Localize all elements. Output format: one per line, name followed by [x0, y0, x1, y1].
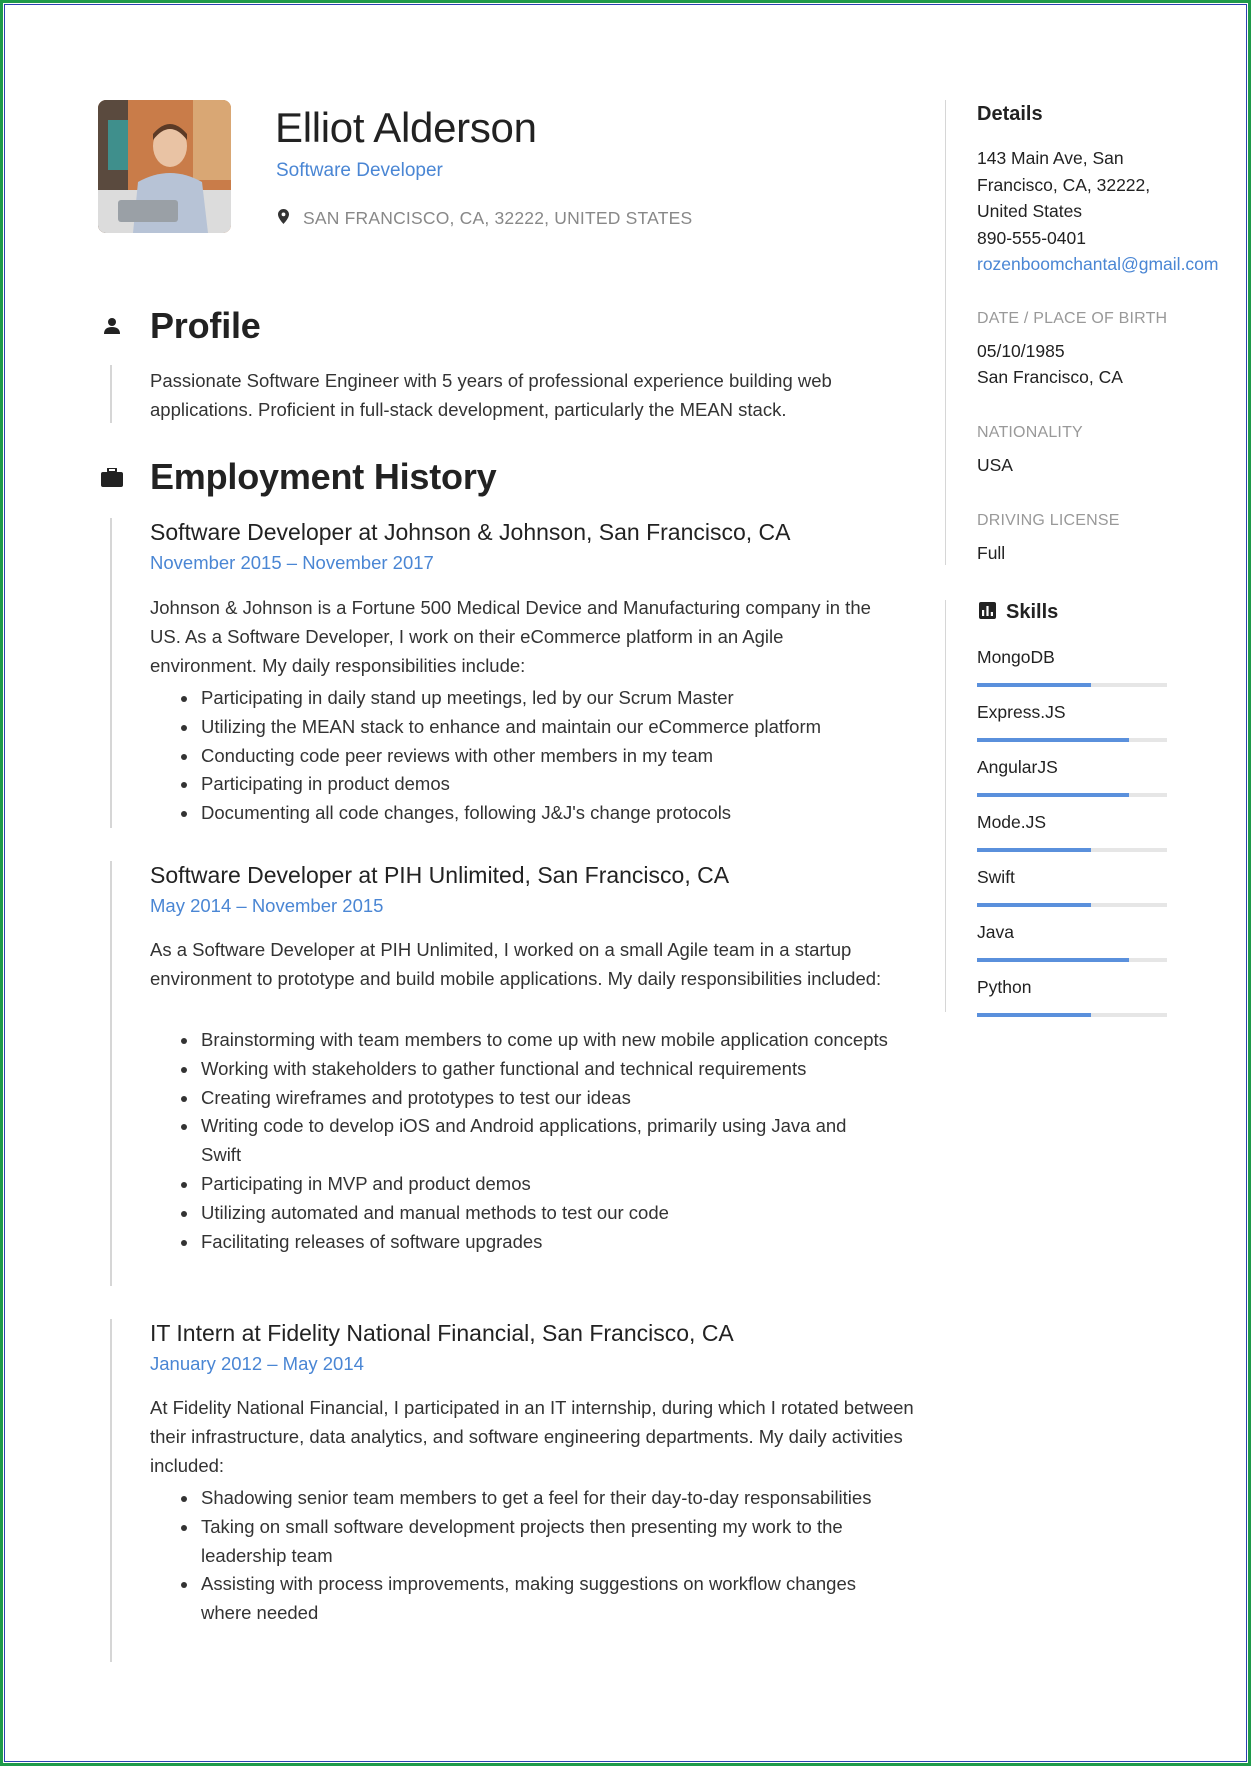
- job-rule: [110, 1319, 112, 1662]
- employment-section-heading: [98, 456, 496, 498]
- skill-name: Express.JS: [977, 702, 1066, 722]
- dob-label: DATE / PLACE OF BIRTH: [977, 310, 1168, 327]
- candidate-job-title: Software Developer: [276, 160, 443, 181]
- job-title: IT Intern at Fidelity National Financial, San Francisco, CA: [150, 1320, 734, 1346]
- nationality-value: USA: [977, 455, 1013, 475]
- skill-name: Swift: [977, 867, 1015, 887]
- location: [278, 208, 692, 229]
- skill-item: [977, 757, 1167, 797]
- skill-name: MongoDB: [977, 647, 1055, 667]
- list-item: Participating in MVP and product demos: [201, 1170, 891, 1199]
- list-item: Writing code to develop iOS and Android applications, primarily using Java and Swift: [201, 1112, 891, 1170]
- skill-item: [977, 812, 1167, 852]
- skill-name: Mode.JS: [977, 812, 1047, 832]
- list-item: Utilizing the MEAN stack to enhance and maintain our eCommerce platform: [201, 713, 921, 742]
- job-title: Software Developer at PIH Unlimited, San Francisco, CA: [150, 862, 730, 888]
- briefcase-icon: [98, 468, 126, 487]
- license-label: DRIVING LICENSE: [977, 512, 1120, 529]
- job-title: Software Developer at Johnson & Johnson, San Francisco, CA: [150, 519, 791, 545]
- skill-level-bar: [977, 848, 1167, 852]
- job-dates: November 2015 – November 2017: [150, 552, 434, 573]
- candidate-name: Elliot Alderson: [275, 104, 537, 151]
- job-bullets: [201, 1484, 901, 1628]
- list-item: Participating in product demos: [201, 770, 921, 799]
- profile-text: Passionate Software Engineer with 5 years of professional experience building web applications. Proficient in full-stack development, particularly the MEAN stack.: [150, 370, 832, 420]
- skill-level-fill: [977, 903, 1091, 907]
- list-item: Facilitating releases of software upgrades: [201, 1228, 891, 1257]
- address-line: United States: [977, 201, 1083, 221]
- job-description: Johnson & Johnson is a Fortune 500 Medical Device and Manufacturing company in the US. As a Software Developer, I work on their eCommerce platform in an Agile environment. My daily responsibilities include:: [150, 597, 871, 676]
- job-dates: May 2014 – November 2015: [150, 895, 384, 916]
- skill-level-bar: [977, 958, 1167, 962]
- job-bullets: [201, 1026, 891, 1256]
- email-link[interactable]: rozenboomchantal@gmail.com: [977, 254, 1219, 274]
- profile-section-heading: [98, 305, 261, 347]
- dob-value: 05/10/1985: [977, 341, 1065, 361]
- skill-level-bar: [977, 683, 1167, 687]
- list-item: Assisting with process improvements, making suggestions on workflow changes where needed: [201, 1570, 901, 1628]
- employment-heading: Employment History: [150, 456, 497, 497]
- location-text: SAN FRANCISCO, CA, 32222, UNITED STATES: [303, 208, 693, 228]
- address-line: 143 Main Ave, San: [977, 148, 1124, 168]
- profile-rule: [110, 365, 112, 423]
- list-item: Taking on small software development projects then presenting my work to the leadership team: [201, 1513, 901, 1571]
- birthplace-value: San Francisco, CA: [977, 367, 1123, 387]
- job-bullets: [201, 684, 921, 828]
- skill-item: [977, 977, 1167, 1017]
- list-item: Shadowing senior team members to get a feel for their day-to-day responsabilities: [201, 1484, 901, 1513]
- list-item: Working with stakeholders to gather functional and technical requirements: [201, 1055, 891, 1084]
- job-description: At Fidelity National Financial, I participated in an IT internship, during which I rotated between their infrastructure, data analytics, and software engineering departments. My daily activities included:: [150, 1397, 914, 1476]
- skill-level-fill: [977, 1013, 1091, 1017]
- address-line: Francisco, CA, 32222,: [977, 175, 1151, 195]
- skill-level-fill: [977, 738, 1129, 742]
- list-item: Participating in daily stand up meetings, led by our Scrum Master: [201, 684, 921, 713]
- skill-level-bar: [977, 793, 1167, 797]
- skill-item: [977, 922, 1167, 962]
- list-item: Conducting code peer reviews with other members in my team: [201, 742, 921, 771]
- phone: 890-555-0401: [977, 228, 1086, 248]
- skill-name: Java: [977, 922, 1014, 942]
- skills-divider: [945, 600, 946, 1012]
- job-rule: [110, 518, 112, 828]
- skill-level-fill: [977, 793, 1129, 797]
- list-item: Creating wireframes and prototypes to test our ideas: [201, 1084, 891, 1113]
- skill-level-bar: [977, 903, 1167, 907]
- job-dates: January 2012 – May 2014: [150, 1353, 364, 1374]
- job-description: As a Software Developer at PIH Unlimited, I worked on a small Agile team in a startup environment to prototype and build mobile applications. My daily responsibilities included:: [150, 939, 882, 989]
- skill-item: [977, 867, 1167, 907]
- bar-chart-icon: [979, 602, 996, 624]
- license-value: Full: [977, 543, 1006, 563]
- person-icon: [98, 317, 126, 335]
- details-heading: Details: [977, 103, 1043, 125]
- location-pin-icon: [278, 208, 289, 229]
- list-item: Documenting all code changes, following J&J's change protocols: [201, 799, 921, 828]
- skill-name: AngularJS: [977, 757, 1058, 777]
- skill-level-fill: [977, 848, 1091, 852]
- skill-level-bar: [977, 1013, 1167, 1017]
- skill-level-bar: [977, 738, 1167, 742]
- profile-heading: Profile: [150, 305, 261, 346]
- list-item: Utilizing automated and manual methods to test our code: [201, 1199, 891, 1228]
- skill-level-fill: [977, 683, 1091, 687]
- details-divider: [945, 100, 946, 565]
- skill-item: [977, 702, 1167, 742]
- job-rule: [110, 861, 112, 1286]
- skills-heading: Skills: [1006, 601, 1059, 623]
- skill-level-fill: [977, 958, 1129, 962]
- skill-item: [977, 647, 1167, 687]
- nationality-label: NATIONALITY: [977, 424, 1083, 441]
- avatar: [98, 100, 231, 233]
- skill-name: Python: [977, 977, 1032, 997]
- skills-section-heading: [979, 601, 1058, 624]
- list-item: Brainstorming with team members to come up with new mobile application concepts: [201, 1026, 891, 1055]
